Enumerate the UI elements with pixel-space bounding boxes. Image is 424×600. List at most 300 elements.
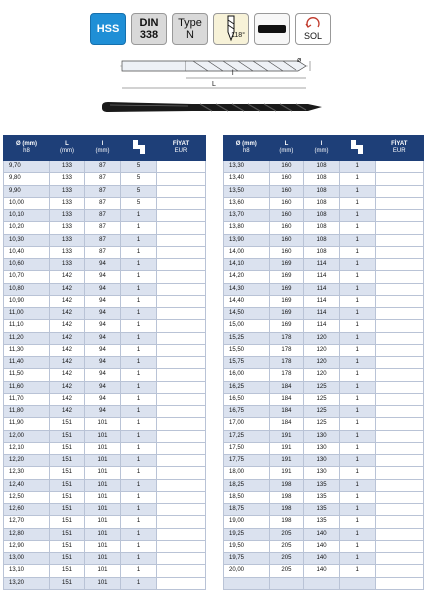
- point-angle-icon: [213, 13, 249, 45]
- cell-total-length: 142: [50, 283, 85, 295]
- table-row: [224, 504, 424, 516]
- cell-package-qty: 1: [121, 430, 157, 442]
- cell-flute-length: 101: [85, 504, 121, 516]
- table-row: [224, 173, 424, 185]
- cell-flute-length: 87: [85, 222, 121, 234]
- cell-diameter: 12,40: [4, 479, 50, 491]
- cell-diameter: 13,20: [4, 577, 50, 589]
- cell-flute-length: 135: [304, 479, 340, 491]
- cell-price: [157, 161, 206, 173]
- cell-total-length: 198: [269, 491, 304, 503]
- dimension-label-total-length: L: [212, 81, 216, 88]
- table-row: [4, 381, 206, 393]
- cell-total-length: 151: [50, 491, 85, 503]
- table-row: [4, 320, 206, 332]
- din-label-top: DIN: [139, 17, 159, 29]
- cell-package-qty: [339, 577, 375, 589]
- cell-package-qty: 1: [121, 295, 157, 307]
- cell-total-length: 142: [50, 320, 85, 332]
- table-row: [224, 393, 424, 405]
- cell-total-length: 184: [269, 418, 304, 430]
- cell-total-length: 191: [269, 430, 304, 442]
- cell-price: [375, 504, 423, 516]
- cell-total-length: 151: [50, 553, 85, 565]
- cell-flute-length: 94: [85, 393, 121, 405]
- cell-diameter: [224, 577, 270, 589]
- cell-flute-length: 101: [85, 553, 121, 565]
- left-hand-rotation-icon: [295, 13, 331, 45]
- cell-diameter: 13,10: [4, 565, 50, 577]
- cell-total-length: 160: [269, 210, 304, 222]
- cell-total-length: 160: [269, 246, 304, 258]
- cell-package-qty: 1: [339, 259, 375, 271]
- cell-package-qty: 5: [121, 185, 157, 197]
- cell-package-qty: 1: [339, 479, 375, 491]
- table-row: [224, 234, 424, 246]
- cell-price: [157, 479, 206, 491]
- cell-flute-length: 94: [85, 357, 121, 369]
- cell-total-length: 151: [50, 577, 85, 589]
- table-row: [224, 516, 424, 528]
- cell-flute-length: 101: [85, 565, 121, 577]
- cell-diameter: 17,50: [224, 442, 270, 454]
- cell-package-qty: 1: [121, 357, 157, 369]
- cell-diameter: 12,60: [4, 504, 50, 516]
- cell-price: [375, 295, 423, 307]
- cell-diameter: 11,10: [4, 320, 50, 332]
- cell-price: [375, 259, 423, 271]
- cell-flute-length: 120: [304, 344, 340, 356]
- table-row: [4, 185, 206, 197]
- cell-diameter: 11,00: [4, 308, 50, 320]
- cell-price: [375, 381, 423, 393]
- table-row: [4, 577, 206, 589]
- cell-total-length: 160: [269, 173, 304, 185]
- header-total-length: L (mm): [269, 136, 304, 161]
- cell-total-length: 191: [269, 455, 304, 467]
- cell-price: [157, 344, 206, 356]
- cell-total-length: 151: [50, 418, 85, 430]
- cell-price: [375, 271, 423, 283]
- cell-flute-length: 125: [304, 393, 340, 405]
- cell-diameter: 10,10: [4, 210, 50, 222]
- cell-total-length: [269, 577, 304, 589]
- cell-price: [375, 197, 423, 209]
- table-body-right: [224, 161, 424, 590]
- table-row: [4, 332, 206, 344]
- cell-diameter: 13,30: [224, 161, 270, 173]
- cell-package-qty: 1: [121, 467, 157, 479]
- cell-total-length: 151: [50, 479, 85, 491]
- cell-diameter: 14,10: [224, 259, 270, 271]
- table-row: [4, 246, 206, 258]
- cell-flute-length: 130: [304, 467, 340, 479]
- cell-diameter: 11,50: [4, 369, 50, 381]
- cell-package-qty: 1: [121, 320, 157, 332]
- table-row: [4, 369, 206, 381]
- cell-price: [375, 577, 423, 589]
- table-row: [4, 406, 206, 418]
- table-row: [4, 491, 206, 503]
- table-row: [4, 442, 206, 454]
- cell-total-length: 184: [269, 406, 304, 418]
- cell-total-length: 142: [50, 295, 85, 307]
- drill-technical-drawing: [118, 52, 318, 94]
- cell-package-qty: 1: [339, 430, 375, 442]
- cell-package-qty: 1: [339, 467, 375, 479]
- cell-diameter: 10,20: [4, 222, 50, 234]
- cell-diameter: 15,50: [224, 344, 270, 356]
- cell-flute-length: [304, 577, 340, 589]
- table-row: [224, 271, 424, 283]
- cell-package-qty: 5: [121, 173, 157, 185]
- cell-price: [157, 332, 206, 344]
- cell-package-qty: 1: [339, 271, 375, 283]
- cell-diameter: 13,00: [4, 553, 50, 565]
- cell-package-qty: 1: [121, 210, 157, 222]
- cell-package-qty: 1: [121, 479, 157, 491]
- cell-total-length: 151: [50, 455, 85, 467]
- cell-diameter: 13,50: [224, 185, 270, 197]
- cell-total-length: 133: [50, 246, 85, 258]
- cell-diameter: 19,50: [224, 540, 270, 552]
- cell-package-qty: 1: [339, 418, 375, 430]
- dimension-label-flute-length: l: [232, 70, 234, 77]
- cell-total-length: 133: [50, 173, 85, 185]
- cell-flute-length: 108: [304, 197, 340, 209]
- cell-diameter: 10,30: [4, 234, 50, 246]
- cell-package-qty: 1: [339, 369, 375, 381]
- table-row: [4, 467, 206, 479]
- cell-package-qty: 1: [339, 344, 375, 356]
- cell-price: [157, 504, 206, 516]
- cell-total-length: 178: [269, 344, 304, 356]
- cell-total-length: 151: [50, 467, 85, 479]
- cell-flute-length: 114: [304, 259, 340, 271]
- cell-flute-length: 108: [304, 210, 340, 222]
- cell-price: [157, 369, 206, 381]
- table-row: [224, 295, 424, 307]
- cell-package-qty: 1: [339, 516, 375, 528]
- cell-diameter: 10,40: [4, 246, 50, 258]
- cell-flute-length: 120: [304, 369, 340, 381]
- cell-total-length: 198: [269, 516, 304, 528]
- drill-bit-image: [100, 96, 326, 118]
- cell-total-length: 169: [269, 271, 304, 283]
- cell-diameter: 17,00: [224, 418, 270, 430]
- cell-total-length: 151: [50, 528, 85, 540]
- cell-package-qty: 1: [121, 491, 157, 503]
- cell-total-length: 142: [50, 308, 85, 320]
- header-diameter: Ø (mm) h8: [224, 136, 270, 161]
- table-row: [4, 418, 206, 430]
- cell-price: [375, 222, 423, 234]
- cell-price: [375, 467, 423, 479]
- cell-package-qty: 1: [121, 234, 157, 246]
- cell-diameter: 10,00: [4, 197, 50, 209]
- cell-diameter: 13,70: [224, 210, 270, 222]
- cell-package-qty: 1: [339, 553, 375, 565]
- cell-price: [157, 393, 206, 405]
- cell-total-length: 142: [50, 357, 85, 369]
- cell-package-qty: 1: [121, 283, 157, 295]
- cell-package-qty: 5: [121, 161, 157, 173]
- table-row: [224, 357, 424, 369]
- cell-flute-length: 135: [304, 516, 340, 528]
- table-row: [224, 406, 424, 418]
- table-row: [224, 553, 424, 565]
- package-quantity-icon: [339, 136, 375, 161]
- cell-flute-length: 101: [85, 455, 121, 467]
- cell-total-length: 205: [269, 553, 304, 565]
- cell-price: [157, 565, 206, 577]
- cell-flute-length: 140: [304, 528, 340, 540]
- cell-package-qty: 1: [339, 161, 375, 173]
- cell-total-length: 142: [50, 393, 85, 405]
- cell-diameter: 10,60: [4, 259, 50, 271]
- cell-flute-length: 125: [304, 418, 340, 430]
- table-row: [4, 234, 206, 246]
- cell-total-length: 151: [50, 442, 85, 454]
- cell-price: [157, 553, 206, 565]
- cell-price: [375, 332, 423, 344]
- cell-package-qty: 1: [339, 442, 375, 454]
- cell-diameter: 12,00: [4, 430, 50, 442]
- cell-diameter: 15,75: [224, 357, 270, 369]
- cell-diameter: 12,70: [4, 516, 50, 528]
- table-row: [4, 357, 206, 369]
- type-label-top: Type: [178, 17, 202, 29]
- cell-price: [157, 185, 206, 197]
- cell-total-length: 178: [269, 332, 304, 344]
- table-row: [4, 504, 206, 516]
- cell-price: [375, 173, 423, 185]
- cell-diameter: 19,75: [224, 553, 270, 565]
- cell-total-length: 133: [50, 185, 85, 197]
- table-row: [4, 344, 206, 356]
- cell-package-qty: 1: [121, 393, 157, 405]
- din-badge: [131, 13, 167, 45]
- cell-flute-length: 101: [85, 577, 121, 589]
- cell-package-qty: 1: [121, 308, 157, 320]
- cell-flute-length: 135: [304, 504, 340, 516]
- cell-price: [157, 381, 206, 393]
- cell-total-length: 160: [269, 161, 304, 173]
- cell-diameter: 12,90: [4, 540, 50, 552]
- cell-flute-length: 87: [85, 185, 121, 197]
- cell-price: [157, 455, 206, 467]
- cell-price: [375, 320, 423, 332]
- cell-price: [157, 197, 206, 209]
- table-row: [4, 553, 206, 565]
- cell-price: [157, 430, 206, 442]
- hss-label: HSS: [96, 23, 120, 35]
- cell-diameter: 10,70: [4, 271, 50, 283]
- cell-total-length: 205: [269, 540, 304, 552]
- point-angle-label: 118°: [231, 32, 245, 39]
- cell-package-qty: 1: [339, 393, 375, 405]
- cell-price: [157, 528, 206, 540]
- cell-flute-length: 101: [85, 418, 121, 430]
- cell-price: [375, 161, 423, 173]
- table-row: [4, 455, 206, 467]
- shank-icon: [254, 13, 290, 45]
- type-badge: [172, 13, 208, 45]
- cell-price: [375, 185, 423, 197]
- table-row: [224, 540, 424, 552]
- cell-flute-length: 108: [304, 246, 340, 258]
- table-row: [224, 369, 424, 381]
- cell-price: [375, 406, 423, 418]
- cell-package-qty: 1: [339, 197, 375, 209]
- cell-diameter: 20,00: [224, 565, 270, 577]
- cell-flute-length: 130: [304, 442, 340, 454]
- table-row: [4, 540, 206, 552]
- cell-package-qty: 1: [121, 540, 157, 552]
- cell-package-qty: 1: [339, 320, 375, 332]
- cell-diameter: 11,40: [4, 357, 50, 369]
- cell-price: [157, 491, 206, 503]
- cell-package-qty: 1: [121, 271, 157, 283]
- cell-flute-length: 87: [85, 234, 121, 246]
- cell-total-length: 160: [269, 197, 304, 209]
- cell-diameter: 10,80: [4, 283, 50, 295]
- cell-flute-length: 94: [85, 369, 121, 381]
- table-row: [224, 320, 424, 332]
- cell-price: [375, 565, 423, 577]
- cell-diameter: 14,30: [224, 283, 270, 295]
- cell-price: [157, 234, 206, 246]
- cell-package-qty: 1: [121, 259, 157, 271]
- cell-total-length: 151: [50, 540, 85, 552]
- cell-diameter: 9,90: [4, 185, 50, 197]
- cell-diameter: 19,00: [224, 516, 270, 528]
- cell-package-qty: 1: [339, 406, 375, 418]
- cell-total-length: 133: [50, 222, 85, 234]
- dimension-table-right: [223, 135, 424, 590]
- cell-price: [375, 210, 423, 222]
- cell-price: [157, 173, 206, 185]
- cell-diameter: 18,00: [224, 467, 270, 479]
- table-row: [224, 381, 424, 393]
- table-row: [224, 528, 424, 540]
- table-row: [224, 455, 424, 467]
- table-row: [224, 467, 424, 479]
- cell-price: [157, 222, 206, 234]
- cell-total-length: 142: [50, 271, 85, 283]
- cell-total-length: 205: [269, 528, 304, 540]
- cell-price: [157, 259, 206, 271]
- cell-total-length: 151: [50, 565, 85, 577]
- cell-price: [375, 455, 423, 467]
- cell-price: [375, 442, 423, 454]
- cell-package-qty: 1: [339, 210, 375, 222]
- table-row: [4, 295, 206, 307]
- cell-price: [375, 430, 423, 442]
- cell-diameter: 17,25: [224, 430, 270, 442]
- cell-price: [375, 553, 423, 565]
- table-body-left: [4, 161, 206, 590]
- cell-flute-length: 101: [85, 491, 121, 503]
- cell-total-length: 184: [269, 393, 304, 405]
- table-row: [224, 308, 424, 320]
- cell-total-length: 142: [50, 344, 85, 356]
- cell-diameter: 11,30: [4, 344, 50, 356]
- cell-price: [157, 271, 206, 283]
- cell-package-qty: 1: [121, 222, 157, 234]
- cell-flute-length: 101: [85, 528, 121, 540]
- table-row: [224, 197, 424, 209]
- cell-price: [375, 308, 423, 320]
- cell-diameter: 16,75: [224, 406, 270, 418]
- cell-diameter: 14,40: [224, 295, 270, 307]
- cell-total-length: 191: [269, 442, 304, 454]
- cell-package-qty: 1: [339, 173, 375, 185]
- cell-diameter: 12,50: [4, 491, 50, 503]
- cell-flute-length: 101: [85, 540, 121, 552]
- cell-flute-length: 94: [85, 381, 121, 393]
- cell-diameter: 10,90: [4, 295, 50, 307]
- cell-price: [157, 283, 206, 295]
- cell-diameter: 18,75: [224, 504, 270, 516]
- cell-price: [157, 540, 206, 552]
- cell-price: [375, 369, 423, 381]
- cell-package-qty: 1: [121, 381, 157, 393]
- cell-total-length: 184: [269, 381, 304, 393]
- cell-diameter: 19,25: [224, 528, 270, 540]
- cell-flute-length: 108: [304, 222, 340, 234]
- cell-flute-length: 114: [304, 283, 340, 295]
- cell-total-length: 160: [269, 185, 304, 197]
- cell-diameter: 11,90: [4, 418, 50, 430]
- table-row: [4, 222, 206, 234]
- cell-package-qty: 1: [121, 504, 157, 516]
- cell-flute-length: 108: [304, 161, 340, 173]
- cell-price: [157, 308, 206, 320]
- cell-flute-length: 130: [304, 430, 340, 442]
- cell-flute-length: 114: [304, 295, 340, 307]
- cell-total-length: 142: [50, 406, 85, 418]
- cell-diameter: 15,25: [224, 332, 270, 344]
- cell-total-length: 169: [269, 259, 304, 271]
- din-label-bottom: 338: [139, 29, 159, 41]
- cell-package-qty: 1: [339, 381, 375, 393]
- table-row: [224, 577, 424, 589]
- cell-flute-length: 87: [85, 161, 121, 173]
- cell-price: [157, 418, 206, 430]
- type-label-bottom: N: [186, 29, 194, 41]
- cell-flute-length: 114: [304, 320, 340, 332]
- cell-total-length: 142: [50, 381, 85, 393]
- cell-flute-length: 87: [85, 197, 121, 209]
- table-row: [224, 259, 424, 271]
- cell-total-length: 178: [269, 369, 304, 381]
- feature-badges: [90, 13, 331, 45]
- cell-total-length: 133: [50, 259, 85, 271]
- table-row: [224, 222, 424, 234]
- cell-price: [375, 246, 423, 258]
- cell-diameter: 12,30: [4, 467, 50, 479]
- table-row: [4, 565, 206, 577]
- cell-diameter: 14,00: [224, 246, 270, 258]
- cell-price: [375, 393, 423, 405]
- cell-diameter: 15,00: [224, 320, 270, 332]
- cell-package-qty: 1: [339, 540, 375, 552]
- header-flute-length: l (mm): [85, 136, 121, 161]
- cell-price: [375, 418, 423, 430]
- cell-flute-length: 94: [85, 283, 121, 295]
- table-row: [4, 393, 206, 405]
